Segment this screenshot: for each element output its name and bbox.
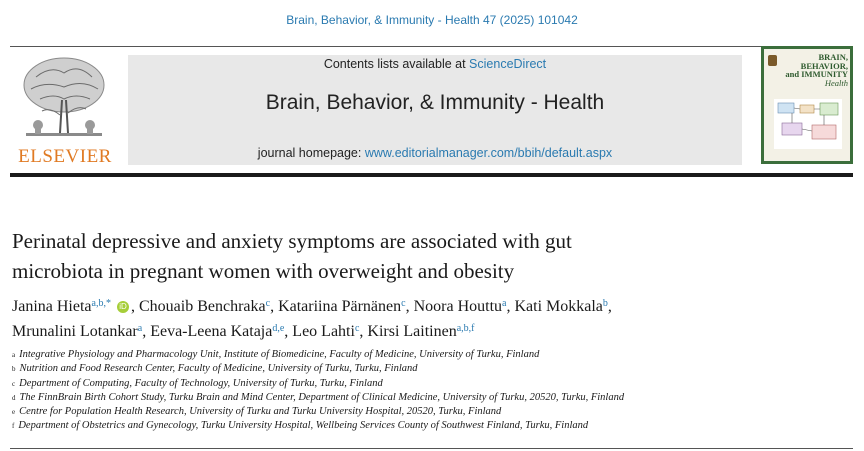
elsevier-logo[interactable] [10,55,120,165]
journal-title: Brain, Behavior, & Immunity - Health [265,91,605,114]
masthead-divider [10,173,853,177]
affiliation-text: Department of Computing, Faculty of Technology, University of Turku, Turku, Finland [19,377,383,389]
journal-cover-thumbnail[interactable] [761,46,853,164]
article-title-line2: microbiota in pregnant women with overweight and obesity [12,259,515,283]
author-line-1: Janina Hieta$^{a,b,*}$ iD , Chouaib Benchraka$^c$, Katariina Pärnänen$^c$, Noora Houttu$^a$, Kati Mokkala$^b$, [12,298,612,315]
author-affiliation-sup[interactable]: d,e [272,323,285,334]
author-list [12,294,812,344]
author-name[interactable]: Leo Lahti [292,323,355,340]
affiliation-item [12,419,832,433]
affiliation-divider [10,448,853,449]
journal-banner [128,55,742,165]
elsevier-tree-icon [16,55,112,145]
author-name[interactable]: Chouaib Benchraka [138,298,266,315]
affiliation-text: Nutrition and Food Research Center, Faculty of Medicine, University of Turku, Turku, Finland [19,363,418,375]
affiliation-text: Department of Obstetrics and Gynecology, Turku University Hospital, Wellbeing Services County of Southwest Finland, Turku, Finland [18,420,589,432]
cover-title-line2: BEHAVIOR, [800,60,848,71]
author-name[interactable]: Janina Hieta [12,298,92,315]
affiliation-list [12,348,832,434]
author-affiliation-sup[interactable]: c [354,323,360,334]
author-name[interactable]: Noora Houttu [413,298,503,315]
author-name[interactable]: Katariina Pärnänen [278,298,402,315]
author-name[interactable]: Eeva-Leena Kataja [150,323,273,340]
affiliation-text: Centre for Population Health Research, University of Turku and Turku University Hospital, 20520, Turku, Finland [19,406,502,418]
affiliation-key: d [12,393,16,402]
affiliation-key: c [12,379,16,388]
header-divider [10,46,853,47]
affiliation-key: b [12,365,16,374]
elsevier-wordmark: ELSEVIER [18,146,112,167]
author-name[interactable]: Mrunalini Lotankar [12,323,138,340]
cover-inner [764,49,850,161]
affiliation-item [12,405,832,419]
cover-title [776,53,848,87]
author-line-2: Mrunalini Lotankar$^a$, Eeva-Leena Kataja$^{d,e}$, Leo Lahti$^c$, Kirsi Laitinen$^{a,b,f}$ [12,323,475,340]
article-title-line1: Perinatal depressive and anxiety symptoms are associated with gut [12,229,572,253]
author-affiliation-sup[interactable]: b [602,298,608,309]
orcid-icon[interactable]: iD [117,301,129,313]
affiliation-text: The FinnBrain Birth Cohort Study, Turku Brain and Mind Center, Department of Clinical Medicine, University of Turku, 20520, Turku, Finland [19,391,625,403]
cover-title-line1: BRAIN, [818,52,848,62]
affiliation-text: Integrative Physiology and Pharmacology Unit, Institute of Biomedicine, Faculty of Medicine, University of Turku, Finland [19,349,540,360]
affiliation-key: f [12,422,15,431]
affiliation-item [12,377,832,391]
author-affiliation-sup[interactable]: a,b,f [456,323,475,334]
author-affiliation-sup[interactable]: c [265,298,271,309]
journal-homepage-line [128,146,742,160]
cover-title-line3: and IMMUNITY [785,69,848,79]
article-title [12,226,772,286]
author-name[interactable]: Kati Mokkala [514,298,603,315]
affiliation-key: a [12,351,16,359]
homepage-prefix: journal homepage: [257,146,365,160]
affiliation-item [12,362,832,376]
contents-prefix: Contents lists available at [323,57,470,71]
journal-homepage-link[interactable]: www.editorialmanager.com/bbih/default.aspx [364,146,613,160]
journal-citation[interactable]: Brain, Behavior, & Immunity - Health 47 (2025) 101042 [286,13,578,27]
author-affiliation-sup[interactable]: a [502,298,507,309]
author-affiliation-sup[interactable]: a [137,323,143,334]
affiliation-key: e [12,408,16,417]
sciencedirect-link[interactable]: ScienceDirect [469,57,547,71]
cover-title-line4: Health [824,77,848,88]
affiliation-item [12,348,832,362]
cover-figure-icon [774,99,842,149]
contents-available-line [128,57,742,71]
author-affiliation-sup[interactable]: c [401,298,406,309]
affiliation-item [12,391,832,405]
author-name[interactable]: Kirsi Laitinen [367,323,457,340]
author-affiliation-sup[interactable]: a,b,* [91,298,111,309]
